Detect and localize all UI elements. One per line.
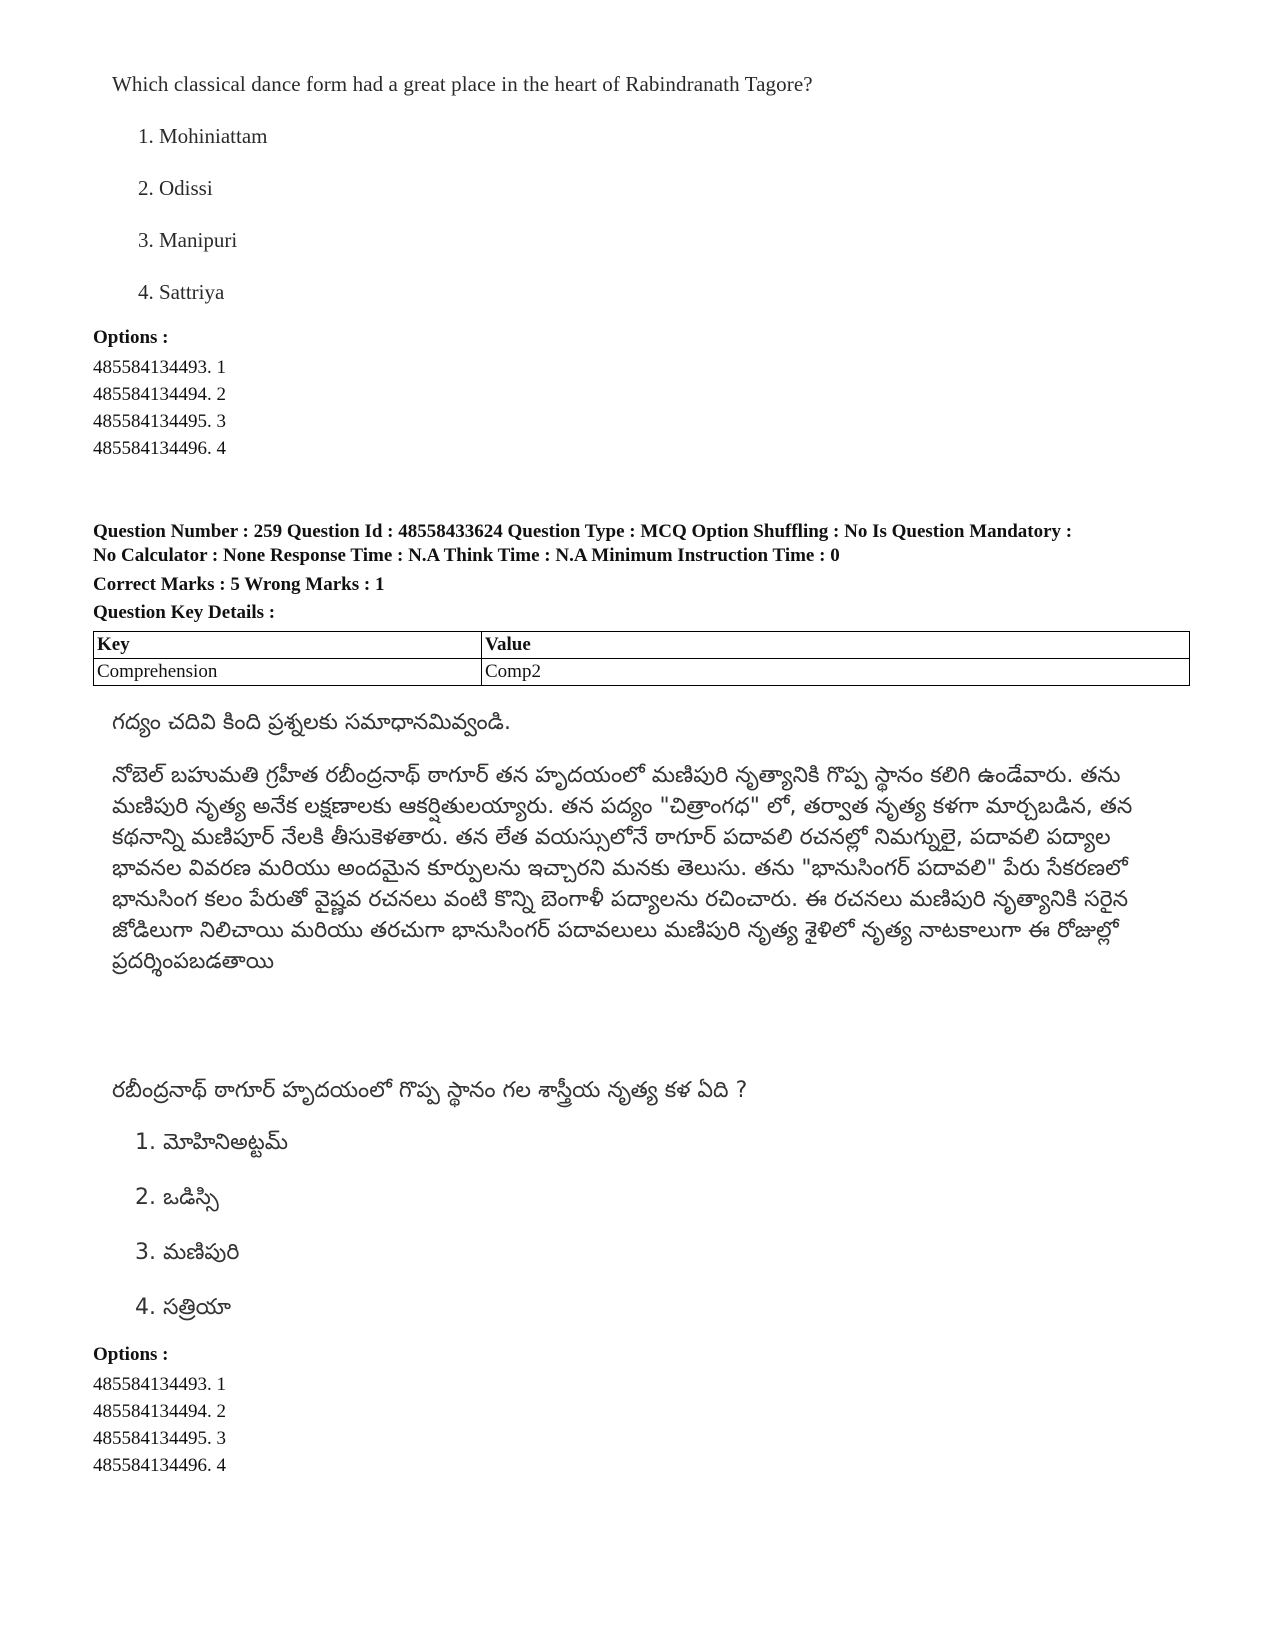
- option-item: 485584134496. 4: [93, 438, 226, 459]
- telugu-instruction: గద్యం చదివి కింది ప్రశ్నలకు సమాధానమివ్వండి.: [112, 710, 511, 735]
- table-row: [94, 659, 1190, 686]
- english-question-text: Which classical dance form had a great place in the heart of Rabindranath Tagore?: [112, 72, 813, 96]
- options-label: Options :: [93, 1344, 169, 1365]
- telugu-choice-1: 1. మోహినిఅట్టమ్: [135, 1130, 288, 1155]
- telugu-question-text: రబీంద్రనాథ్ ఠాగూర్ హృదయంలో గొప్ప స్థానం గల శాస్త్రీయ నృత్య కళ ఏది ?: [112, 1078, 748, 1103]
- question-meta-line-2: No Calculator : None Response Time : N.A Think Time : N.A Minimum Instruction Time : 0: [93, 545, 840, 566]
- option-item: 485584134494. 2: [93, 1401, 226, 1422]
- table-header-key: Key: [94, 632, 482, 659]
- question-meta: [93, 520, 1183, 568]
- table-header-row: [94, 632, 1190, 659]
- option-item: 485584134496. 4: [93, 1455, 226, 1476]
- option-item: 485584134494. 2: [93, 384, 226, 405]
- telugu-choice-4: 4. సత్రియా: [135, 1295, 231, 1320]
- option-item: 485584134495. 3: [93, 1428, 226, 1449]
- english-choice-1: 1. Mohiniattam: [138, 124, 268, 148]
- english-choice-3: 3. Manipuri: [138, 228, 238, 252]
- telugu-choice-3: 3. మణిపురి: [135, 1240, 240, 1265]
- option-item: 485584134493. 1: [93, 1374, 226, 1395]
- telugu-passage: నోబెల్ బహుమతి గ్రహీత రబీంద్రనాథ్ ఠాగూర్ తన హృదయంలో మణిపురి నృత్యానికి గొప్ప స్థానం కలిగి ఉండేవారు. తను మణిపురి నృత్య అనేక లక్షణాలకు ఆకర్షితులయ్యారు. తన పద్యం "చిత్రాంగధ" లో, తర్వాత నృత్య కళగా మార్చబడిన, తన కథనాన్ని మణిపూర్ నేలకి తీసుకెళతారు. తన లేత వయస్సులోనే ఠాగూర్ పదావలి రచనల్లో నిమగ్నులై, పదావలి పద్యాల భావనల వివరణ మరియు అందమైన కూర్పులను ఇచ్చారని మనకు తెలుసు. తను "భానుసింగర్ పదావలి" పేరు సేకరణలో భానుసింగ కలం పేరుతో వైష్ణవ రచనలు వంటి కొన్ని బెంగాళీ పద్యాలను రచించారు. ఈ రచనలు మణిపురి నృత్యానికి సరైన జోడిలుగా నిలిచాయి మరియు తరచుగా భానుసింగర్ పదావలులు మణిపురి నృత్య శైళిలో నృత్య నాటకాలుగా ఈ రోజుల్లో ప్రదర్శింపబడతాయి: [112, 763, 1133, 974]
- options-list: [93, 1371, 226, 1479]
- english-choice-2: 2. Odissi: [138, 176, 213, 200]
- options-label: Options :: [93, 327, 169, 348]
- marks-line: Correct Marks : 5 Wrong Marks : 1: [93, 574, 385, 595]
- table-cell-value: Comp2: [482, 659, 1190, 686]
- key-details-label: Question Key Details :: [93, 602, 276, 623]
- english-choice-4: 4. Sattriya: [138, 280, 225, 304]
- table-cell-key: Comprehension: [94, 659, 482, 686]
- telugu-choice-2: 2. ఒడిస్సి: [135, 1185, 219, 1210]
- option-item: 485584134493. 1: [93, 357, 226, 378]
- option-item: 485584134495. 3: [93, 411, 226, 432]
- options-list: [93, 354, 226, 462]
- question-meta-line-1: Question Number : 259 Question Id : 48558433624 Question Type : MCQ Option Shuffling : No Is Question Mandatory :: [93, 521, 1073, 542]
- table-header-value: Value: [482, 632, 1190, 659]
- question-key-table: [93, 631, 1190, 686]
